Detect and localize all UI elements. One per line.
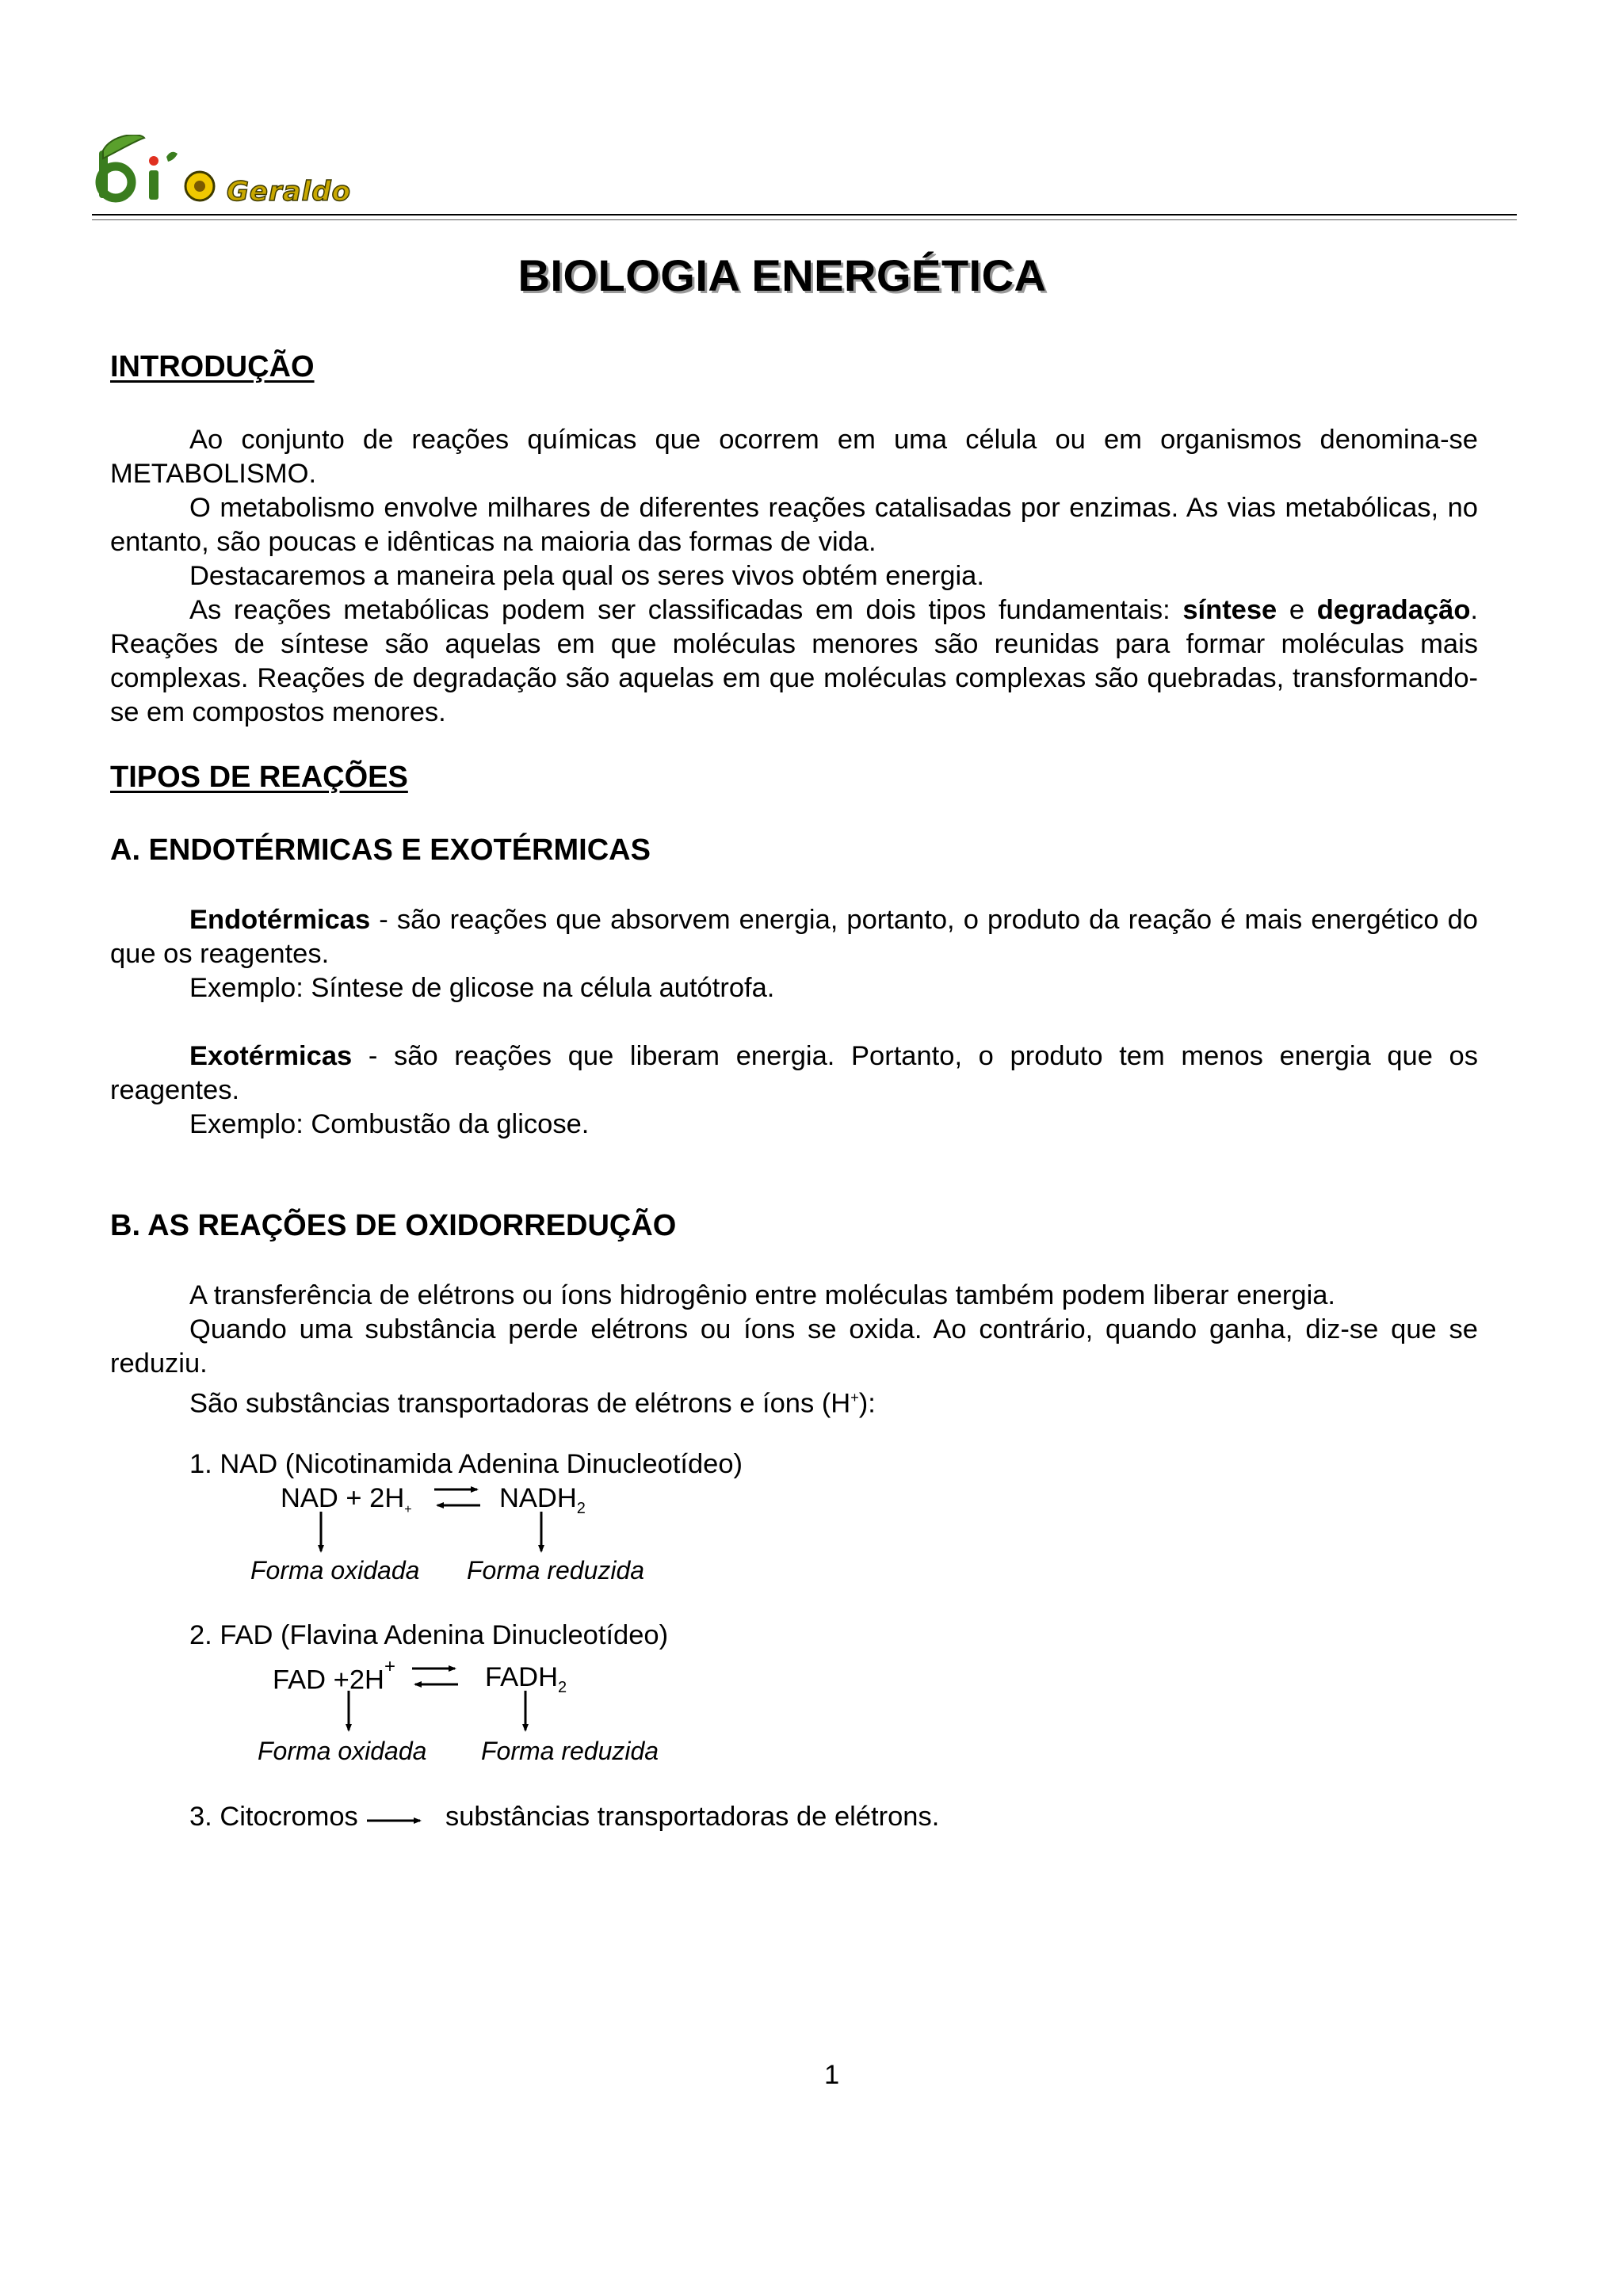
nad-equilibrium-arrows-icon [434, 1489, 480, 1505]
nad-oxidized-label: Forma oxidada [250, 1556, 420, 1585]
intro-heading: INTRODUÇÃO [110, 350, 315, 383]
fad-left-term: FAD +2H+ [273, 1656, 395, 1695]
nad-label: 1. NAD (Nicotinamida Adenina Dinucleotídeo) [189, 1449, 743, 1479]
oxido-paragraph-3: São substâncias transportadoras de elétrons e íons (H+): [189, 1388, 876, 1419]
bio-geraldo-logo [95, 135, 380, 214]
exotermicas-example: Exemplo: Combustão da glicose. [189, 1109, 590, 1139]
oxido-paragraph-2: Quando uma substância perde elétrons ou íons se oxida. Ao contrário, quando ganha, diz-se que se reduziu. [110, 1314, 1478, 1379]
section-b-heading: B. AS REAÇÕES DE OXIDORREDUÇÃO [110, 1209, 677, 1242]
fad-equilibrium-arrows-icon [412, 1669, 458, 1684]
fad-right-term: $FADH_2$ [485, 1662, 567, 1696]
page-number: 1 [824, 2060, 840, 2090]
section-a-heading: A. ENDOTÉRMICAS E EXOTÉRMICAS [110, 833, 651, 867]
citocromos-description: substâncias transportadoras de elétrons. [445, 1802, 940, 1832]
nad-reduced-label: Forma reduzida [467, 1556, 645, 1585]
intro-paragraph-3: Destacaremos a maneira pela qual os seres vivos obtém energia. [189, 561, 984, 591]
endotermicas-paragraph: Endotérmicas - são reações que absorvem energia, portanto, o produto da reação é mais energético do que os reagentes. [110, 905, 1478, 969]
oxido-paragraph-1: A transferência de elétrons ou íons hidrogênio entre moléculas também podem liberar energia. [189, 1280, 1336, 1310]
intro-paragraph-2: O metabolismo envolve milhares de diferentes reações catalisadas por enzimas. As vias metabólicas, no entanto, são poucas e idênticas na maioria das formas de vida. [110, 493, 1478, 557]
header-rule-thin [92, 219, 1517, 220]
fad-oxidized-label: Forma oxidada [258, 1737, 427, 1765]
fad-label: 2. FAD (Flavina Adenina Dinucleotídeo) [189, 1620, 669, 1650]
nad-right-term: $NADH_2$ [499, 1483, 586, 1517]
header-rule [92, 214, 1517, 215]
intro-paragraph-4: As reações metabólicas podem ser classificadas em dois tipos fundamentais: síntese e degradação. Reações de síntese são aquelas em que moléculas menores são reunidas para formar moléculas mais complexas. Reações de degradação são aquelas em que moléculas complexas são quebradas, transformando-se em compostos menores. [110, 595, 1478, 727]
citocromos-label: 3. Citocromos [189, 1802, 358, 1832]
fad-reduced-label: Forma reduzida [481, 1737, 659, 1765]
exotermicas-paragraph: Exotérmicas - são reações que liberam energia. Portanto, o produto tem menos energia que os reagentes. [110, 1041, 1478, 1105]
tipos-heading: TIPOS DE REAÇÕES [110, 761, 408, 794]
logo-text: Geraldo [227, 176, 352, 208]
nad-left-term: NAD + $2H_+$ [281, 1483, 412, 1516]
page-title: BIOLOGIA ENERGÉTICA [517, 250, 1047, 300]
endotermicas-example: Exemplo: Síntese de glicose na célula autótrofa. [189, 973, 775, 1003]
intro-paragraph-1: Ao conjunto de reações químicas que ocorrem em uma célula ou em organismos denomina-se METABOLISMO. [110, 425, 1478, 489]
